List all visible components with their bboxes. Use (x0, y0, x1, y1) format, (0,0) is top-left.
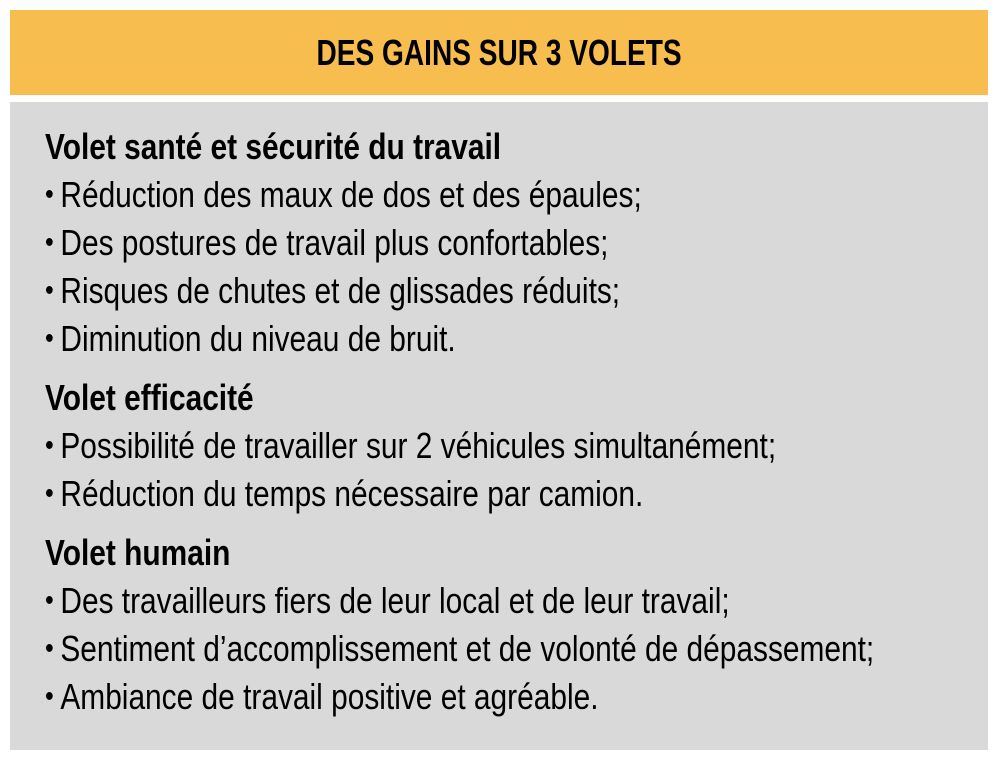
section-heading: Volet santé et sécurité du travail (45, 126, 502, 167)
list-item-text: Des postures de travail plus confortables; (60, 222, 609, 263)
sections-container (45, 122, 985, 721)
list-item-text: Possibilité de travailler sur 2 véhicules simultanément; (60, 425, 777, 466)
section-humain (45, 528, 985, 721)
list-item (45, 422, 825, 470)
list-item-text: Ambiance de travail positive et agréable. (60, 676, 599, 717)
content-panel (10, 102, 988, 750)
bullet-icon: • (45, 429, 54, 462)
list-item (45, 577, 825, 625)
list-item (45, 470, 825, 518)
bullet-icon: • (45, 680, 54, 713)
bullet-icon: • (45, 178, 54, 211)
list-item-text: Sentiment d’accomplissement et de volonté de dépassement; (60, 628, 875, 669)
bullet-icon: • (45, 584, 54, 617)
list-item (45, 625, 875, 673)
bullet-icon: • (45, 226, 54, 259)
list-item (45, 267, 825, 315)
bullet-icon: • (45, 632, 54, 665)
title-banner (10, 10, 988, 95)
bullet-icon: • (45, 274, 54, 307)
list-item-text: Réduction des maux de dos et des épaules; (60, 174, 642, 215)
section-sante-securite (45, 122, 985, 363)
bullet-icon: • (45, 477, 54, 510)
section-heading: Volet humain (45, 532, 231, 573)
bullet-icon: • (45, 322, 54, 355)
page-title: DES GAINS SUR 3 VOLETS (316, 31, 682, 73)
list-item (45, 219, 825, 267)
section-heading: Volet efficacité (45, 377, 254, 418)
list-item-text: Des travailleurs fiers de leur local et de leur travail; (60, 580, 730, 621)
list-item (45, 171, 825, 219)
list-item (45, 315, 825, 363)
section-efficacite (45, 373, 985, 518)
list-item (45, 673, 825, 721)
list-item-text: Diminution du niveau de bruit. (60, 318, 456, 359)
list-item-text: Réduction du temps nécessaire par camion. (60, 473, 644, 514)
list-item-text: Risques de chutes et de glissades réduits; (60, 270, 621, 311)
